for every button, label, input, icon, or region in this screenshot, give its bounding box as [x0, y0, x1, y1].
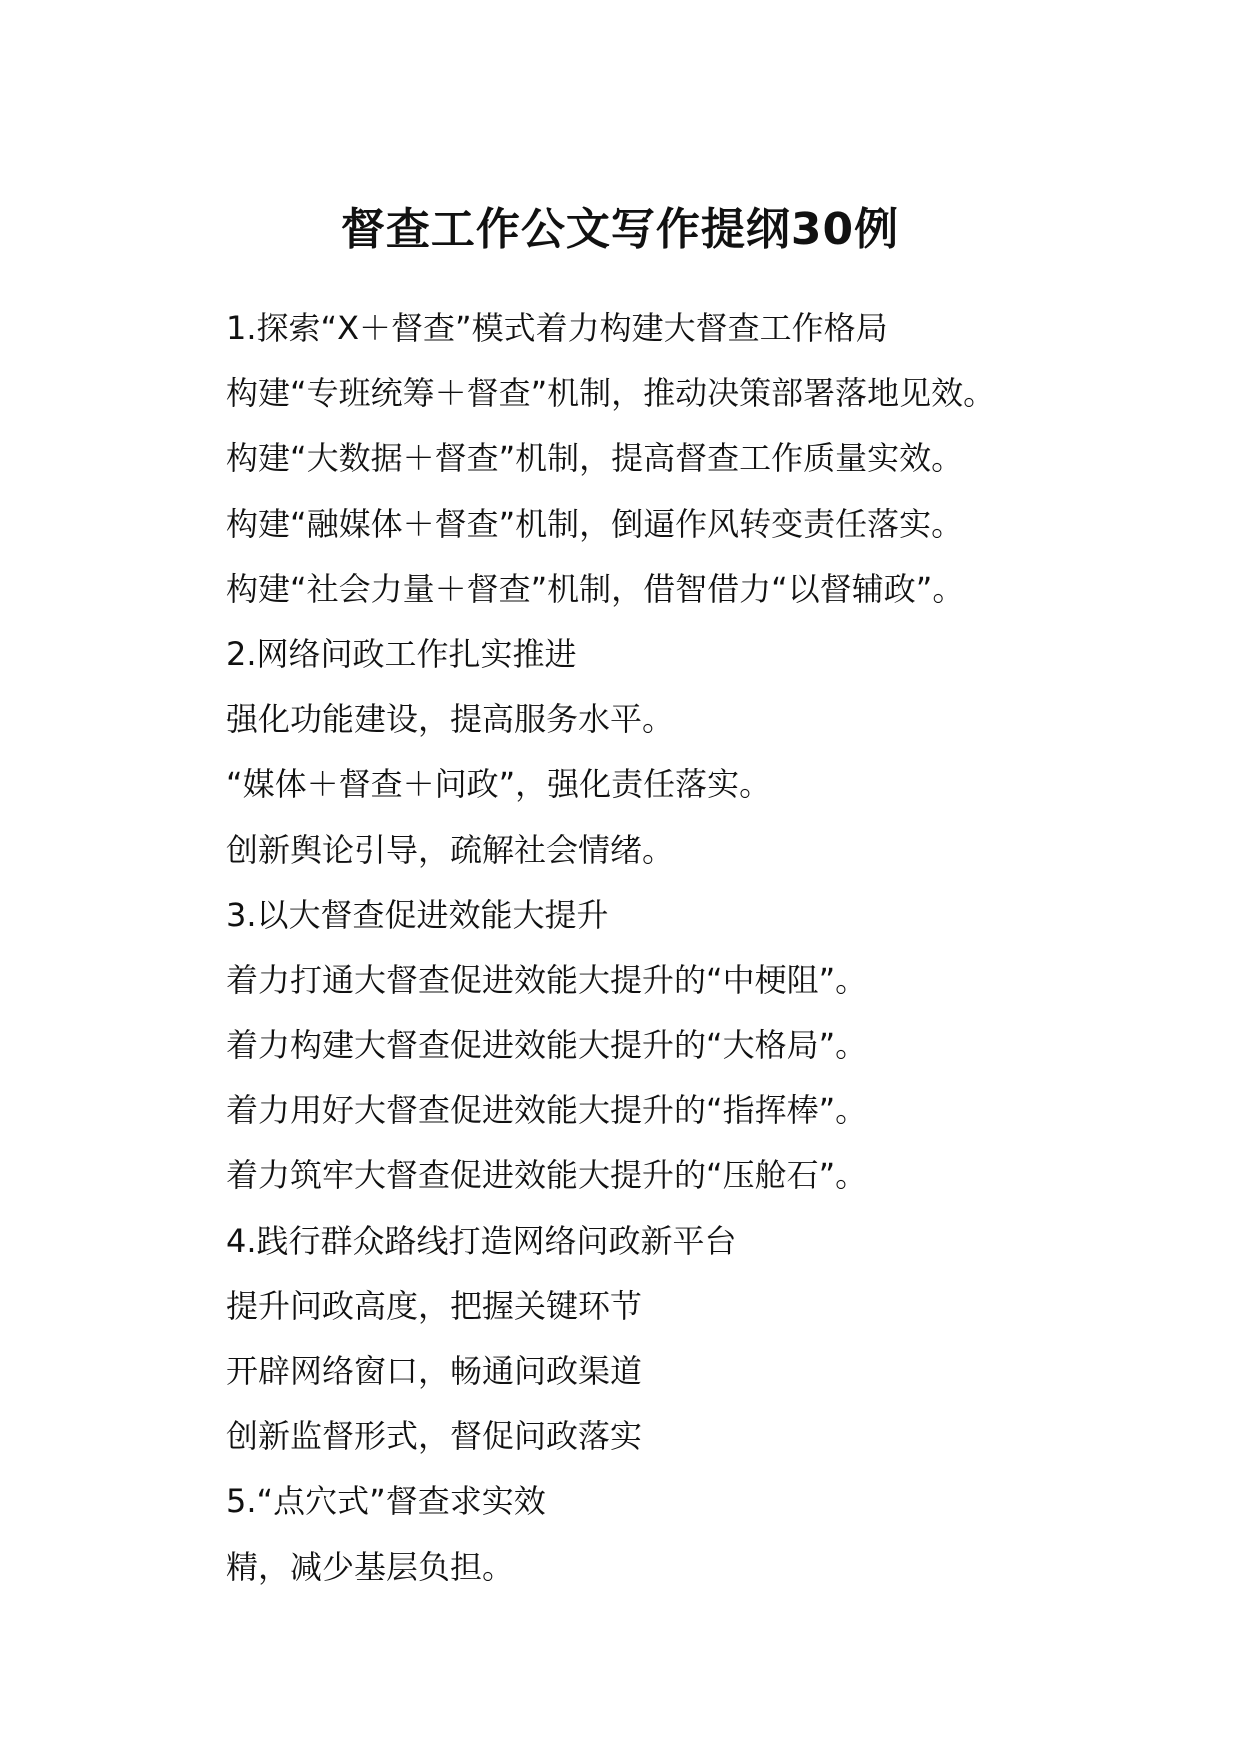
document-title: 督查工作公文写作提纲30例 [340, 204, 900, 255]
heading-1: 1.探索“X＋督查”模式着力构建大督查工作格局 [226, 309, 888, 347]
paragraph-line: 着力构建大督查促进效能大提升的“大格局”。 [226, 1026, 868, 1065]
paragraph-line: 精，减少基层负担。 [226, 1547, 515, 1586]
heading-2: 2.网络问政工作扎实推进 [226, 634, 577, 673]
paragraph-line: 提升问政高度，把握关键环节 [226, 1286, 643, 1325]
paragraph-line: 构建“社会力量＋督查”机制，借智借力“以督辅政”。 [226, 569, 965, 608]
paragraph-line: 着力筑牢大督查促进效能大提升的“压舱石”。 [226, 1156, 868, 1195]
paragraph-line: “媒体＋督查＋问政”，强化责任落实。 [226, 765, 772, 804]
paragraph-line: 开辟网络窗口，畅通问政渠道 [226, 1352, 643, 1390]
paragraph-line: 构建“融媒体＋督查”机制，倒逼作风转变责任落实。 [226, 504, 964, 543]
paragraph-line: 构建“大数据＋督查”机制，提高督查工作质量实效。 [226, 439, 964, 478]
paragraph-line: 创新舆论引导，疏解社会情绪。 [226, 830, 675, 869]
heading-4: 4.践行群众路线打造网络问政新平台 [226, 1221, 737, 1260]
heading-5: 5.“点穴式”督查求实效 [226, 1482, 546, 1521]
paragraph-line: 着力用好大督查促进效能大提升的“指挥棒”。 [226, 1091, 868, 1130]
paragraph-line: 着力打通大督查促进效能大提升的“中梗阻”。 [226, 960, 868, 999]
paragraph-line: 创新监督形式，督促问政落实 [226, 1417, 643, 1456]
document-body [226, 296, 1126, 1600]
paragraph-line: 构建“专班统筹＋督查”机制，推动决策部署落地见效。 [226, 374, 996, 413]
paragraph-line: 强化功能建设，提高服务水平。 [226, 700, 675, 739]
heading-3: 3.以大督查促进效能大提升 [226, 895, 609, 934]
